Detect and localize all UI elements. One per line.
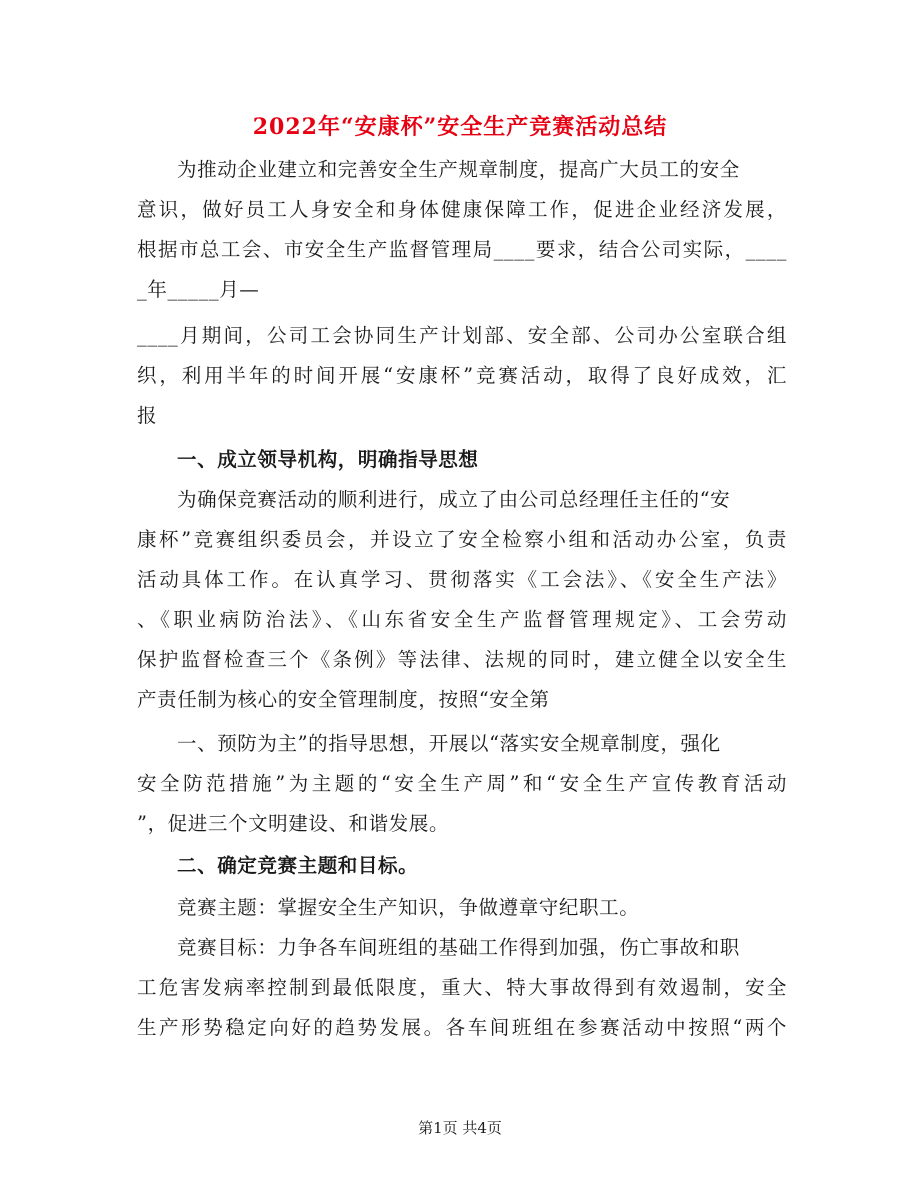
paragraph-line: 产责任制为核心的安全管理制度，按照“安全第 bbox=[137, 688, 550, 711]
section-heading: 一、成立领导机构，明确指导思想 bbox=[177, 448, 479, 471]
paragraph-line: 保护监督检查三个《条例》等法律、法规的同时，建立健全以安全生 bbox=[137, 648, 787, 671]
paragraph-line: 竞赛主题：掌握安全生产知识，争做遵章守纪职工。 bbox=[177, 896, 640, 919]
paragraph-line: 工危害发病率控制到最低限度，重大、特大事故得到有效遏制，安全 bbox=[137, 976, 787, 999]
paragraph-line: 根据市总工会、市安全生产监督管理局____要求，结合公司实际，____ bbox=[137, 238, 787, 261]
paragraph-line: 报 bbox=[137, 404, 158, 427]
paragraph-line: 生产形势稳定向好的趋势发展。各车间班组在参赛活动中按照“两个 bbox=[137, 1016, 787, 1039]
section-heading: 二、确定竞赛主题和目标。 bbox=[177, 854, 419, 877]
paragraph-line: 织，利用半年的时间开展“安康杯”竞赛活动，取得了良好成效，汇 bbox=[137, 364, 787, 387]
document-title: 2022年“安康杯”安全生产竞赛活动总结 bbox=[252, 114, 668, 140]
paragraph-line: ____月期间，公司工会协同生产计划部、安全部、公司办公室联合组 bbox=[137, 324, 787, 347]
paragraph-line: 安全防范措施”为主题的“安全生产周”和“安全生产宣传教育活动 bbox=[137, 772, 787, 795]
paragraph-line: ”，促进三个文明建设、和谐发展。 bbox=[137, 812, 450, 835]
page-number: 第1页 共4页 bbox=[418, 1119, 502, 1137]
paragraph-line: _年_____月— bbox=[137, 278, 260, 301]
paragraph-line: 为确保竞赛活动的顺利进行，成立了由公司总经理任主任的“安 bbox=[177, 488, 731, 511]
paragraph-line: 一、预防为主”的指导思想，开展以“落实安全规章制度，强化 bbox=[177, 732, 721, 755]
paragraph-line: 、《职业病防治法》、《山东省安全生产监督管理规定》、工会劳动 bbox=[137, 608, 787, 631]
paragraph-line: 竞赛目标：力争各车间班组的基础工作得到加强，伤亡事故和职 bbox=[177, 936, 740, 959]
paragraph-line: 为推动企业建立和完善安全生产规章制度，提高广大员工的安全 bbox=[177, 158, 740, 181]
paragraph-line: 意识，做好员工人身安全和身体健康保障工作，促进企业经济发展， bbox=[137, 198, 787, 221]
paragraph-line: 活动具体工作。在认真学习、贯彻落实《工会法》、《安全生产法》 bbox=[137, 568, 787, 591]
paragraph-line: 康杯”竞赛组织委员会，并设立了安全检察小组和活动办公室，负责 bbox=[137, 528, 787, 551]
